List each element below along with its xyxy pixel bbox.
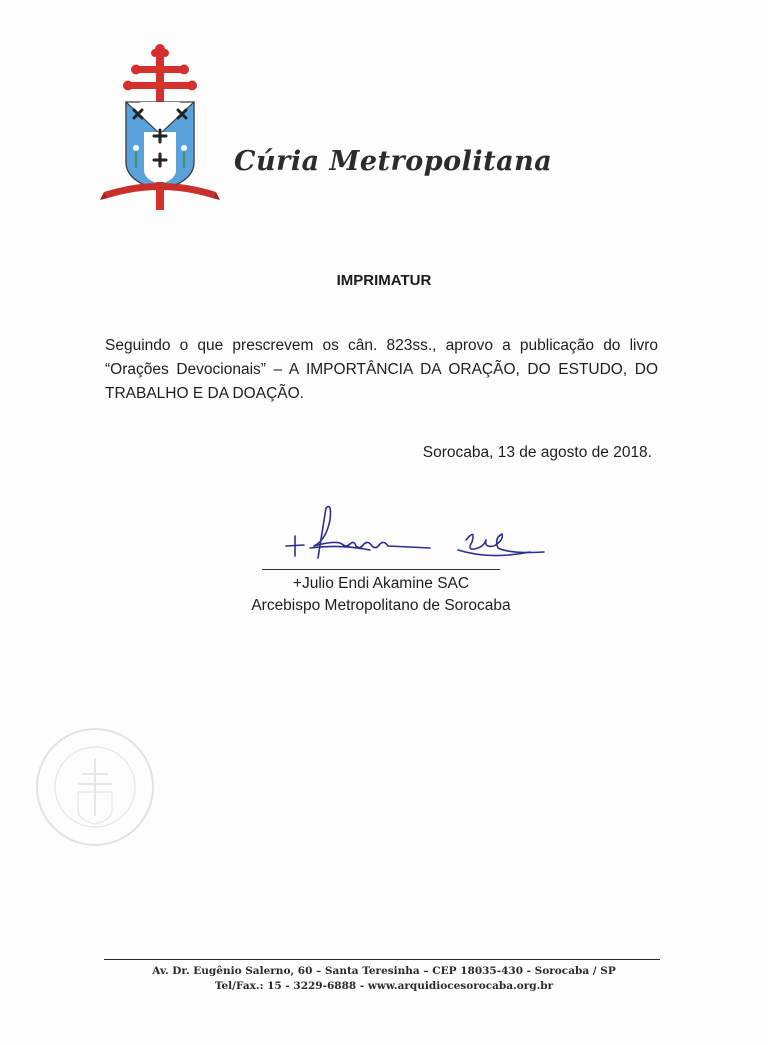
signer-name: +Julio Endi Akamine SAC — [292, 575, 470, 592]
handwritten-signature — [280, 500, 550, 570]
signer-title: Arcebispo Metropolitano de Sorocaba — [251, 597, 511, 614]
letterhead-title: Cúria Metropolitana — [234, 146, 553, 177]
coat-of-arms-logo — [100, 42, 220, 214]
footer-contact: Tel/Fax.: 15 - 3229-6888 - www.arquidiocesorocaba.org.br — [214, 980, 554, 992]
footer-divider — [104, 959, 660, 960]
signature-line — [262, 569, 500, 570]
embossed-seal — [30, 722, 160, 852]
footer-address: Av. Dr. Eugênio Salerno, 60 – Santa Teresinha – CEP 18035-430 - Sorocaba / SP — [152, 965, 616, 977]
document-title: IMPRIMATUR — [336, 272, 432, 289]
place-and-date: Sorocaba, 13 de agosto de 2018. — [422, 444, 652, 461]
approval-paragraph: Seguindo o que prescrevem os cân. 823ss., aprovo a publicação do livro “Orações Devocionais” – A IMPORTÂNCIA DA ORAÇÃO, DO ESTUDO, DO TRABALHO E DA DOAÇÃO. — [105, 337, 658, 402]
